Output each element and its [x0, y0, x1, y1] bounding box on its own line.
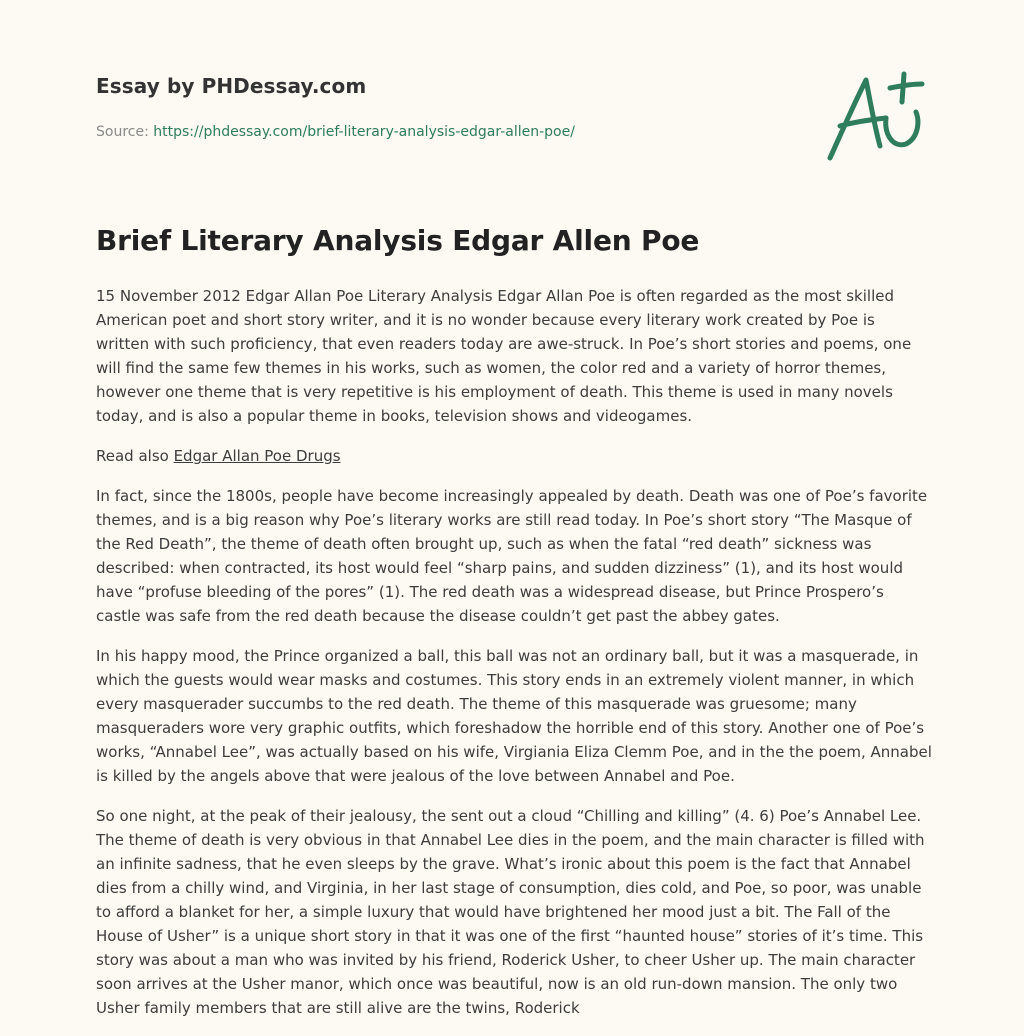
paragraph: In his happy mood, the Prince organized a ball, this ball was not an ordinary ball, but it was a masquerade, in which the guests would wear masks and costumes. This story ends in an extremely violent manner, in which every masquerader succumbs to the red death. The theme of this masquerade was gruesome; many masqueraders wore very graphic outfits, which foreshadow the horrible end of this story. Another one of Poe’s works, “Annabel Lee”, was actually based on his wife, Virgiania Eliza Clemm Poe, and in the the poem, Annabel is killed by the angels above that were jealous of the love between Annabel and Poe. [96, 647, 932, 785]
article-body [96, 284, 932, 1036]
paragraph: In fact, since the 1800s, people have become increasingly appealed by death. Death was one of Poe’s favorite themes, and is a big reason why Poe’s literary works are still read today. In Poe’s short story “The Masque of the Red Death”, the theme of death often brought up, such as when the fatal “red death” sickness was described: when contracted, its host would feel “sharp pains, and sudden dizziness” (1), and its host would have “profuse bleeding of the pores” (1). The red death was a widespread disease, but Prince Prospero’s castle was safe from the red death because the disease couldn’t get past the abbey gates. [96, 487, 928, 625]
read-also-label: Read also [96, 447, 174, 465]
source-label: Source: [96, 124, 154, 140]
site-title: Essay by PHDessay.com [96, 74, 367, 98]
source-link[interactable]: https://phdessay.com/brief-literary-analysis-edgar-allen-poe/ [153, 124, 575, 140]
a-plus-grade-icon [820, 66, 930, 166]
paragraph: 15 November 2012 Edgar Allan Poe Literary Analysis Edgar Allan Poe is often regarded as the most skilled American poet and short story writer, and it is no wonder because every literary work created by Poe is written with such proficiency, that even readers today are awe-struck. In Poe’s short stories and poems, one will find the same few themes in his works, such as women, the color red and a variety of horror themes, however one theme that is very repetitive is his employment of death. This theme is used in many novels today, and is also a popular theme in books, television shows and videogames. [96, 287, 912, 425]
read-also-link[interactable]: Edgar Allan Poe Drugs [173, 447, 341, 465]
source-line [96, 124, 575, 140]
read-also [96, 444, 932, 468]
article-title: Brief Literary Analysis Edgar Allen Poe [96, 224, 700, 257]
paragraph: So one night, at the peak of their jealousy, the sent out a cloud “Chilling and killing” (4. 6) Poe’s Annabel Lee. The theme of death is very obvious in that Annabel Lee dies in the poem, and the main character is filled with an infinite sadness, that he even sleeps by the grave. What’s ironic about this poem is the fact that Annabel dies from a chilly wind, and Virginia, in her last stage of consumption, dies cold, and Poe, so poor, was unable to afford a blanket for her, a simple luxury that would have brightened her mood just a bit. The Fall of the House of Usher” is a unique short story in that it was one of the first “haunted house” stories of it’s time. This story was about a man who was invited by his friend, Roderick Usher, to cheer Usher up. The main character soon arrives at the Usher manor, which once was beautiful, now is an old run-down mansion. The only two Usher family members that are still alive are the twins, Roderick [96, 807, 925, 1017]
